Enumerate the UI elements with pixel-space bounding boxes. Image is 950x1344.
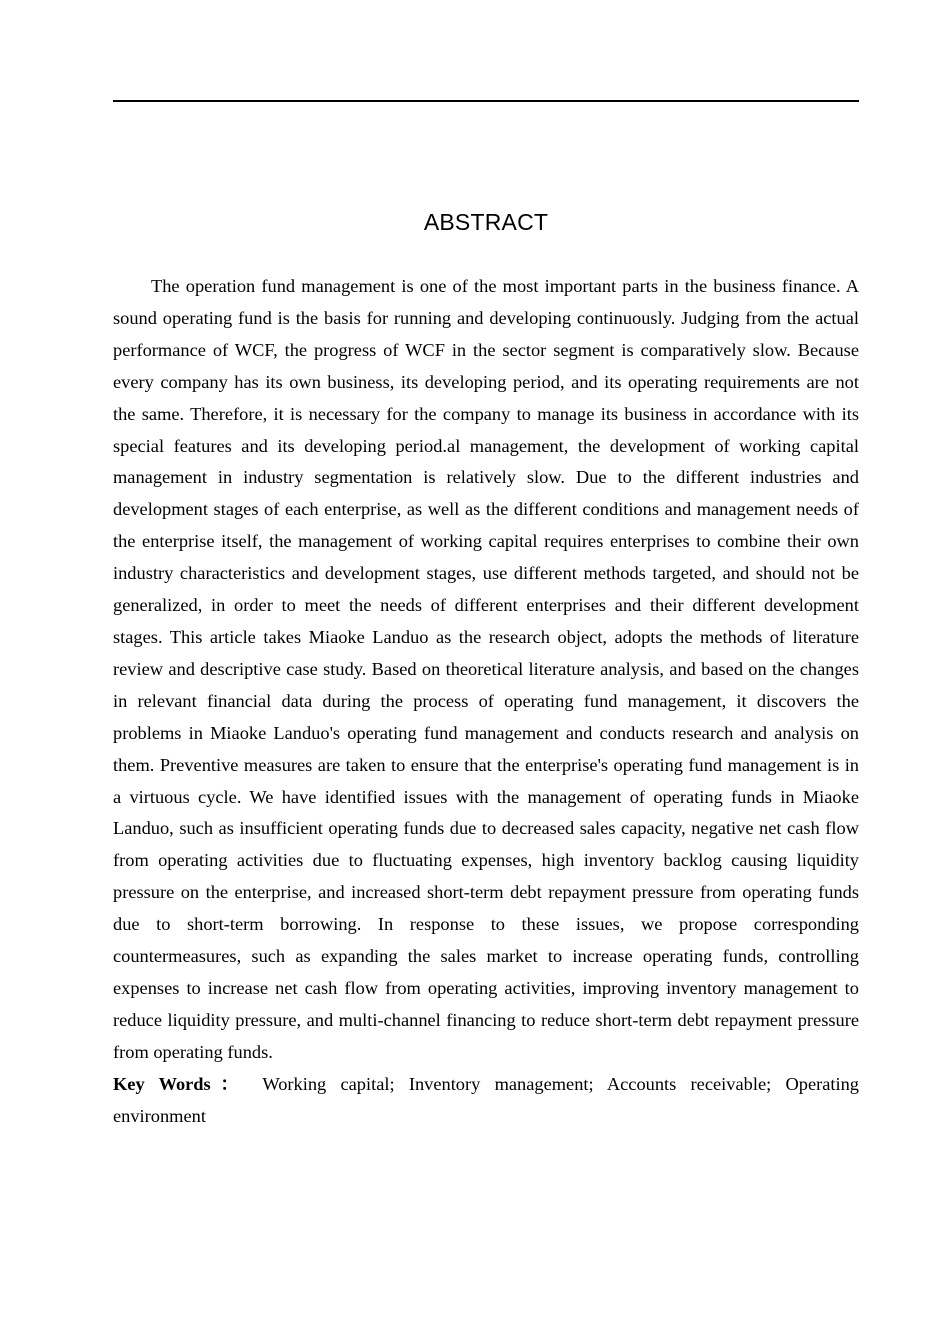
keywords-separator: ： bbox=[210, 1074, 249, 1094]
keywords-list: Working capital; Inventory management; Accounts receivable; Operating environment bbox=[113, 1074, 859, 1126]
abstract-body: The operation fund management is one of the most important parts in the business finance. A sound operating fund is the basis for running and developing continuously. Judging from the actual performance of WCF, the progress of WCF in the sector segment is comparatively slow. Because every company has its own business, its developing period, and its operating requirements are not the same. Therefore, it is necessary for the company to manage its business in accordance with its special features and its developing period.al management, the development of working capital management in industry segmentation is relatively slow. Due to the different industries and development stages of each enterprise, as well as the different conditions and management needs of the enterprise itself, the management of working capital requires enterprises to combine their own industry characteristics and development stages, use different methods targeted, and should not be generalized, in order to meet the needs of different enterprises and their different development stages. This article takes Miaoke Landuo as the research object, adopts the methods of literature review and descriptive case study. Based on theoretical literature analysis, and based on the changes in relevant financial data during the process of operating fund management, it discovers the problems in Miaoke Landuo's operating fund management and conducts research and analysis on them. Preventive measures are taken to ensure that the enterprise's operating fund management is in a virtuous cycle. We have identified issues with the management of operating funds in Miaoke Landuo, such as insufficient operating funds due to decreased sales capacity, negative net cash flow from operating activities due to fluctuating expenses, high inventory backlog causing liquidity pressure on the enterprise, and increased short-term debt repayment pressure from operating funds due to short-term borrowing. In response to these issues, we propose corresponding countermeasures, such as expanding the sales market to increase operating funds, controlling expenses to increase net cash flow from operating activities, improving inventory management to reduce liquidity pressure, and multi-channel financing to reduce short-term debt repayment pressure from operating funds. bbox=[113, 276, 859, 1062]
header-rule bbox=[113, 100, 859, 102]
keywords-label: Key Words bbox=[113, 1074, 211, 1094]
keywords-line bbox=[113, 1069, 859, 1133]
abstract-title: ABSTRACT bbox=[423, 209, 549, 235]
